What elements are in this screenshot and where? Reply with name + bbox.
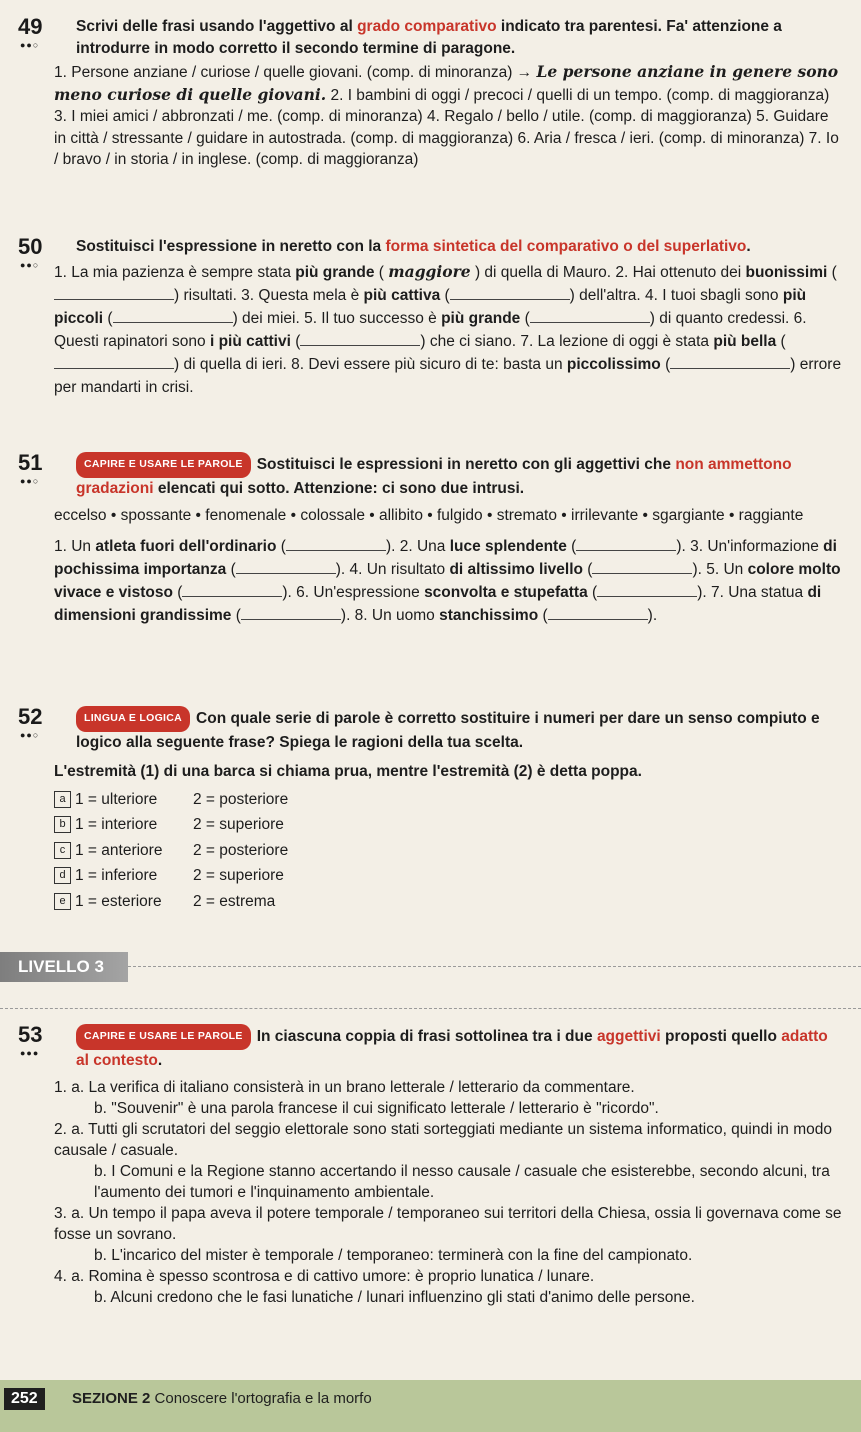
level-banner: LIVELLO 3 bbox=[0, 952, 128, 982]
exercise-51 bbox=[18, 452, 843, 627]
exercise-number: 49 bbox=[18, 14, 43, 39]
instruction: Sostituisci l'espressione in neretto con la forma sintetica del comparativo o del superlativo. bbox=[76, 238, 751, 255]
option-e[interactable]: e 1 = esteriore 2 = estrema bbox=[54, 891, 843, 913]
page-number: 252 bbox=[4, 1388, 45, 1410]
list-item: b. "Souvenir" è una parola francese il cui significato letterale / letterario è "ricordo". bbox=[94, 1100, 659, 1117]
answer-blank[interactable] bbox=[54, 285, 174, 300]
exercise-text: 1. Un atleta fuori dell'ordinario ( ). 2. Una luce splendente ( ). 3. Un'informazione di pochissima importanza ( ). 4. Un risultato di altissimo livello ( ). 5. Un colore molto vivace e vistoso ( ). 6. Un'espressione sconvolta e stupefatta ( ). 7. Una statua di dimensioni grandissime ( ). 8. Un uomo stanchissimo ( ). bbox=[54, 537, 841, 624]
divider bbox=[0, 1008, 861, 1009]
options bbox=[54, 789, 843, 913]
list-item: b. L'incarico del mister è temporale / temporaneo: terminerà con la fine del campionato. bbox=[94, 1247, 693, 1264]
answer-blank[interactable] bbox=[592, 559, 692, 574]
option-a[interactable]: a 1 = ulteriore 2 = posteriore bbox=[54, 789, 843, 811]
exercise-text: 1. Persone anziane / curiose / quelle giovani. (comp. di minoranza) → Le persone anziane in genere sono meno curiose di quelle giovani. 2. I bambini di oggi / precoci / quelli di un tempo. (comp. di maggioranza) 3. I miei amici / abbronzati / me. (comp. di minoranza) 4. Regalo / bello / utile. (comp. di maggioranza) 5. Guidare in città / stressante / guidare in autostrada. (comp. di maggioranza) 6. Aria / fresca / ieri. (comp. di minoranza) 7. Io / bravo / in storia / in inglese. (comp. di maggioranza) bbox=[54, 62, 839, 168]
list-item: 3. a. Un tempo il papa aveva il potere temporale / temporaneo sui territori della Chiesa, ossia li governava come se fosse un sovrano. bbox=[54, 1205, 842, 1243]
instruction: CAPIRE E USARE LE PAROLE Sostituisci le espressioni in neretto con gli aggettivi che non ammettono gradazioni elencati qui sotto. Attenzione: ci sono due intrusi. bbox=[76, 452, 843, 499]
section-title: SEZIONE 2 Conoscere l'ortografia e la morfo bbox=[72, 1390, 372, 1407]
category-tag: LINGUA E LOGICA bbox=[76, 706, 190, 732]
option-d[interactable]: d 1 = inferiore 2 = superiore bbox=[54, 865, 843, 887]
answer-blank[interactable] bbox=[530, 308, 650, 323]
option-c[interactable]: c 1 = anteriore 2 = posteriore bbox=[54, 840, 843, 862]
answer-blank[interactable] bbox=[286, 536, 386, 551]
answer-blank[interactable] bbox=[576, 536, 676, 551]
list-item: b. Alcuni credono che le fasi lunatiche / lunari influenzino gli stati d'animo delle persone. bbox=[94, 1289, 695, 1306]
list-item: 2. a. Tutti gli scrutatori del seggio elettorale sono stati sorteggiati mediante un sistema informatico, quindi in modo causale / casuale. bbox=[54, 1121, 832, 1159]
exercise-49 bbox=[18, 16, 843, 171]
exercise-52 bbox=[18, 706, 843, 916]
option-b[interactable]: b 1 = interiore 2 = superiore bbox=[54, 814, 843, 836]
category-tag: CAPIRE E USARE LE PAROLE bbox=[76, 1024, 251, 1050]
exercise-number: 52 bbox=[18, 704, 43, 729]
difficulty-dots: ●●○ bbox=[20, 260, 40, 270]
answer-blank[interactable] bbox=[300, 331, 420, 346]
instruction: Scrivi delle frasi usando l'aggettivo al grado comparativo indicato tra parentesi. Fa' attenzione a introdurre in modo corretto il secondo termine di paragone. bbox=[76, 18, 782, 57]
option-letter[interactable]: a bbox=[54, 791, 71, 808]
exercise-50 bbox=[18, 236, 843, 399]
instruction: CAPIRE E USARE LE PAROLE In ciascuna coppia di frasi sottolinea tra i due aggettivi proposti quello adatto al contesto. bbox=[76, 1024, 843, 1071]
answer-blank[interactable] bbox=[450, 285, 570, 300]
difficulty-dots: ●●○ bbox=[20, 730, 40, 740]
difficulty-dots: ●●○ bbox=[20, 476, 40, 486]
divider bbox=[128, 966, 861, 967]
answer-blank[interactable] bbox=[182, 582, 282, 597]
answer-blank[interactable] bbox=[54, 354, 174, 369]
option-letter[interactable]: c bbox=[54, 842, 71, 859]
category-tag: CAPIRE E USARE LE PAROLE bbox=[76, 452, 251, 478]
answer-blank[interactable] bbox=[597, 582, 697, 597]
answer-blank[interactable] bbox=[236, 559, 336, 574]
option-letter[interactable]: e bbox=[54, 893, 71, 910]
word-list: eccelso • spossante • fenomenale • colossale • allibito • fulgido • stremato • irrilevante • sgargiante • raggiante bbox=[54, 507, 804, 524]
item-list bbox=[54, 1077, 843, 1308]
exercise-number: 50 bbox=[18, 234, 43, 259]
list-item: b. I Comuni e la Regione stanno accertando il nesso causale / casuale che esisterebbe, secondo alcuni, tra l'aumento dei tumori e l'inquinamento ambientale. bbox=[94, 1163, 830, 1201]
answer-blank[interactable] bbox=[670, 354, 790, 369]
instruction: LINGUA E LOGICA Con quale serie di parole è corretto sostituire i numeri per dare un senso compiuto e logico alla seguente frase? Spiega le ragioni della tua scelta. bbox=[76, 706, 843, 753]
difficulty-dots: ●●○ bbox=[20, 40, 40, 50]
answer-blank[interactable] bbox=[241, 605, 341, 620]
list-item: 1. a. La verifica di italiano consisterà in un brano letterale / letterario da commentare. bbox=[54, 1079, 635, 1096]
exercise-number: 51 bbox=[18, 450, 43, 475]
exercise-text: 1. La mia pazienza è sempre stata più grande ( maggiore ) di quella di Mauro. 2. Hai ottenuto dei buonissimi () risultati. 3. Questa mela è più cattiva ( ) dell'altra. 4. I tuoi sbagli sono più piccoli ( ) dei miei. 5. Il tuo successo è più grande ( ) di quanto credessi. 6. Questi rapinatori sono i più cattivi ( ) che ci siano. 7. La lezione di oggi è stata più bella () di quella di ieri. 8. Devi essere più sicuro di te: basta un piccolissimo ( ) errore per mandarti in crisi. bbox=[54, 261, 842, 396]
option-letter[interactable]: d bbox=[54, 867, 71, 884]
list-item: 4. a. Romina è spesso scontrosa e di cattivo umore: è proprio lunatica / lunare. bbox=[54, 1268, 595, 1285]
sentence: L'estremità (1) di una barca si chiama prua, mentre l'estremità (2) è detta poppa. bbox=[54, 763, 642, 780]
handwritten-answer: maggiore bbox=[388, 261, 471, 281]
difficulty-dots: ●●● bbox=[20, 1048, 40, 1058]
answer-blank[interactable] bbox=[548, 605, 648, 620]
answer-blank[interactable] bbox=[113, 308, 233, 323]
option-letter[interactable]: b bbox=[54, 816, 71, 833]
exercise-53 bbox=[18, 1024, 843, 1308]
handwritten-answer: Le persone anziane in genere sono meno curiose di quelle giovani. bbox=[54, 62, 839, 104]
exercise-number: 53 bbox=[18, 1022, 43, 1047]
